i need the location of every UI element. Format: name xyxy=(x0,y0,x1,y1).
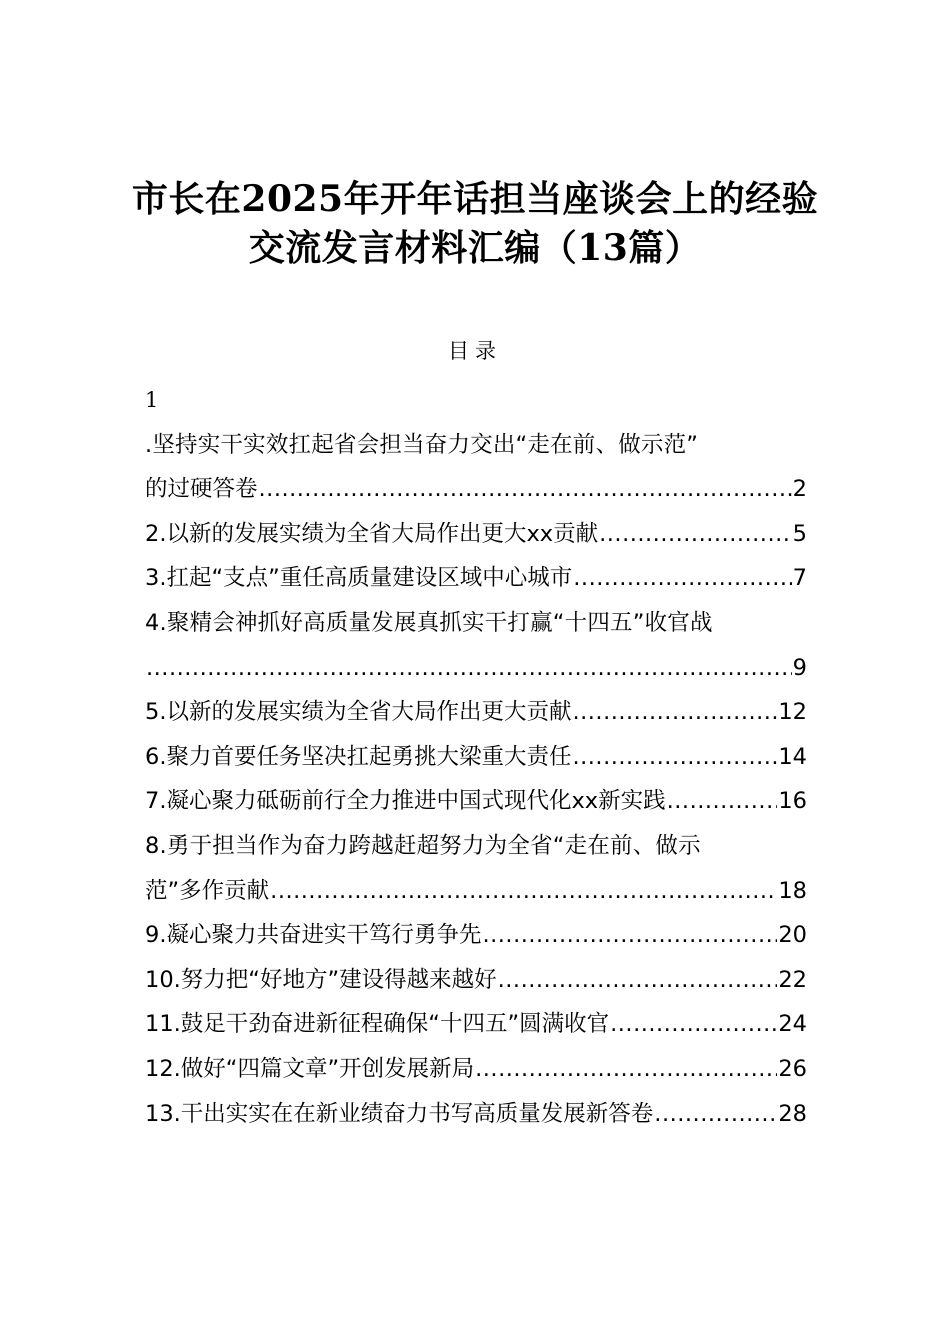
toc-entry-4-line-2[interactable] xyxy=(145,646,807,691)
toc-entry-7-text[interactable]: 7.凝心聚力砥砺前行全力推进中国式现代化xx新实践 xyxy=(145,788,666,815)
dot-leader xyxy=(475,1047,777,1092)
toc-entry-1-number-line xyxy=(145,378,807,423)
toc-entry-6[interactable] xyxy=(145,735,807,780)
toc-entry-12-text[interactable]: 12.做好“四篇文章”开创发展新局 xyxy=(145,1055,475,1082)
toc-entry-12-page: 26 xyxy=(778,1055,807,1082)
toc-entry-8-line-2[interactable] xyxy=(145,869,807,914)
toc-entry-6-page: 14 xyxy=(778,743,807,770)
toc-entry-7[interactable] xyxy=(145,779,807,824)
toc-entry-9[interactable] xyxy=(145,913,807,958)
toc-entry-11-text[interactable]: 11.鼓足干劲奋进新征程确保“十四五”圆满收官 xyxy=(145,1011,610,1038)
toc-entry-5-page: 12 xyxy=(778,699,807,726)
dot-leader xyxy=(498,958,778,1003)
toc-entry-7-page: 16 xyxy=(778,788,807,815)
toc-entry-8-page: 18 xyxy=(778,877,807,904)
toc-entry-11[interactable] xyxy=(145,1002,807,1047)
toc-entry-3-text[interactable]: 3.扛起“支点”重任高质量建设区域中心城市 xyxy=(145,565,573,592)
toc-entry-1-text-cont[interactable]: 的过硬答卷 xyxy=(145,476,258,503)
toc-entry-10-page: 22 xyxy=(778,966,807,993)
toc-entry-1-line-2[interactable] xyxy=(145,467,807,512)
toc-entry-8-text[interactable]: 8.勇于担当作为奋力跨越赶超努力为全省“走在前、做示 xyxy=(145,832,701,859)
toc-entry-6-text[interactable]: 6.聚力首要任务坚决扛起勇挑大梁重大责任 xyxy=(145,743,572,770)
toc-entry-9-page: 20 xyxy=(778,922,807,949)
toc-entry-3[interactable] xyxy=(145,556,807,601)
dot-leader xyxy=(599,512,792,557)
dot-leader xyxy=(573,556,791,601)
dot-leader xyxy=(667,779,778,824)
toc-entry-8-text-cont[interactable]: 范”多作贡献 xyxy=(145,877,270,904)
dot-leader xyxy=(572,690,777,735)
toc-entry-8-line-1[interactable] xyxy=(145,824,807,869)
toc-entry-2[interactable] xyxy=(145,512,807,557)
dot-leader xyxy=(654,1092,777,1137)
toc-entry-13-page: 28 xyxy=(778,1100,807,1127)
toc-entry-2-text[interactable]: 2.以新的发展实绩为全省大局作出更大xx贡献 xyxy=(145,520,599,547)
toc-entry-4-page: 9 xyxy=(792,654,807,681)
toc-entry-1-line-1[interactable] xyxy=(145,423,807,468)
toc-entry-5[interactable] xyxy=(145,690,807,735)
toc-entry-9-text[interactable]: 9.凝心聚力共奋进实干笃行勇争先 xyxy=(145,922,482,949)
dot-leader xyxy=(610,1002,777,1047)
toc-heading: 目录 xyxy=(448,339,502,363)
toc-entry-3-page: 7 xyxy=(792,565,807,592)
dot-leader xyxy=(146,646,792,691)
dot-leader xyxy=(270,869,777,914)
toc-entry-12[interactable] xyxy=(145,1047,807,1092)
toc-entry-1-page: 2 xyxy=(792,476,807,503)
toc-entry-1-number: 1 xyxy=(145,388,159,412)
toc-entry-13-text[interactable]: 13.干出实实在在新业绩奋力书写高质量发展新答卷 xyxy=(145,1100,654,1127)
document-title-line-2: 交流发言材料汇编（13篇） xyxy=(248,227,702,269)
toc-entry-4-line-1[interactable] xyxy=(145,601,807,646)
toc-entry-10[interactable] xyxy=(145,958,807,1003)
dot-leader xyxy=(482,913,777,958)
dot-leader xyxy=(572,735,777,780)
dot-leader xyxy=(259,467,792,512)
toc-entry-13[interactable] xyxy=(145,1092,807,1137)
toc-entry-10-text[interactable]: 10.努力把“好地方”建设得越来越好 xyxy=(145,966,497,993)
toc-entry-11-page: 24 xyxy=(778,1011,807,1038)
table-of-contents xyxy=(145,378,807,1136)
toc-entry-5-text[interactable]: 5.以新的发展实绩为全省大局作出更大贡献 xyxy=(145,699,572,726)
toc-entry-4-text[interactable]: 4.聚精会神抓好高质量发展真抓实干打赢“十四五”收官战 xyxy=(145,609,713,636)
toc-entry-1-text[interactable]: .坚持实干实效扛起省会担当奋力交出“走在前、做示范” xyxy=(145,431,699,458)
toc-entry-2-page: 5 xyxy=(792,520,807,547)
document-title-line-1: 市长在2025年开年话担当座谈会上的经验 xyxy=(131,178,819,220)
